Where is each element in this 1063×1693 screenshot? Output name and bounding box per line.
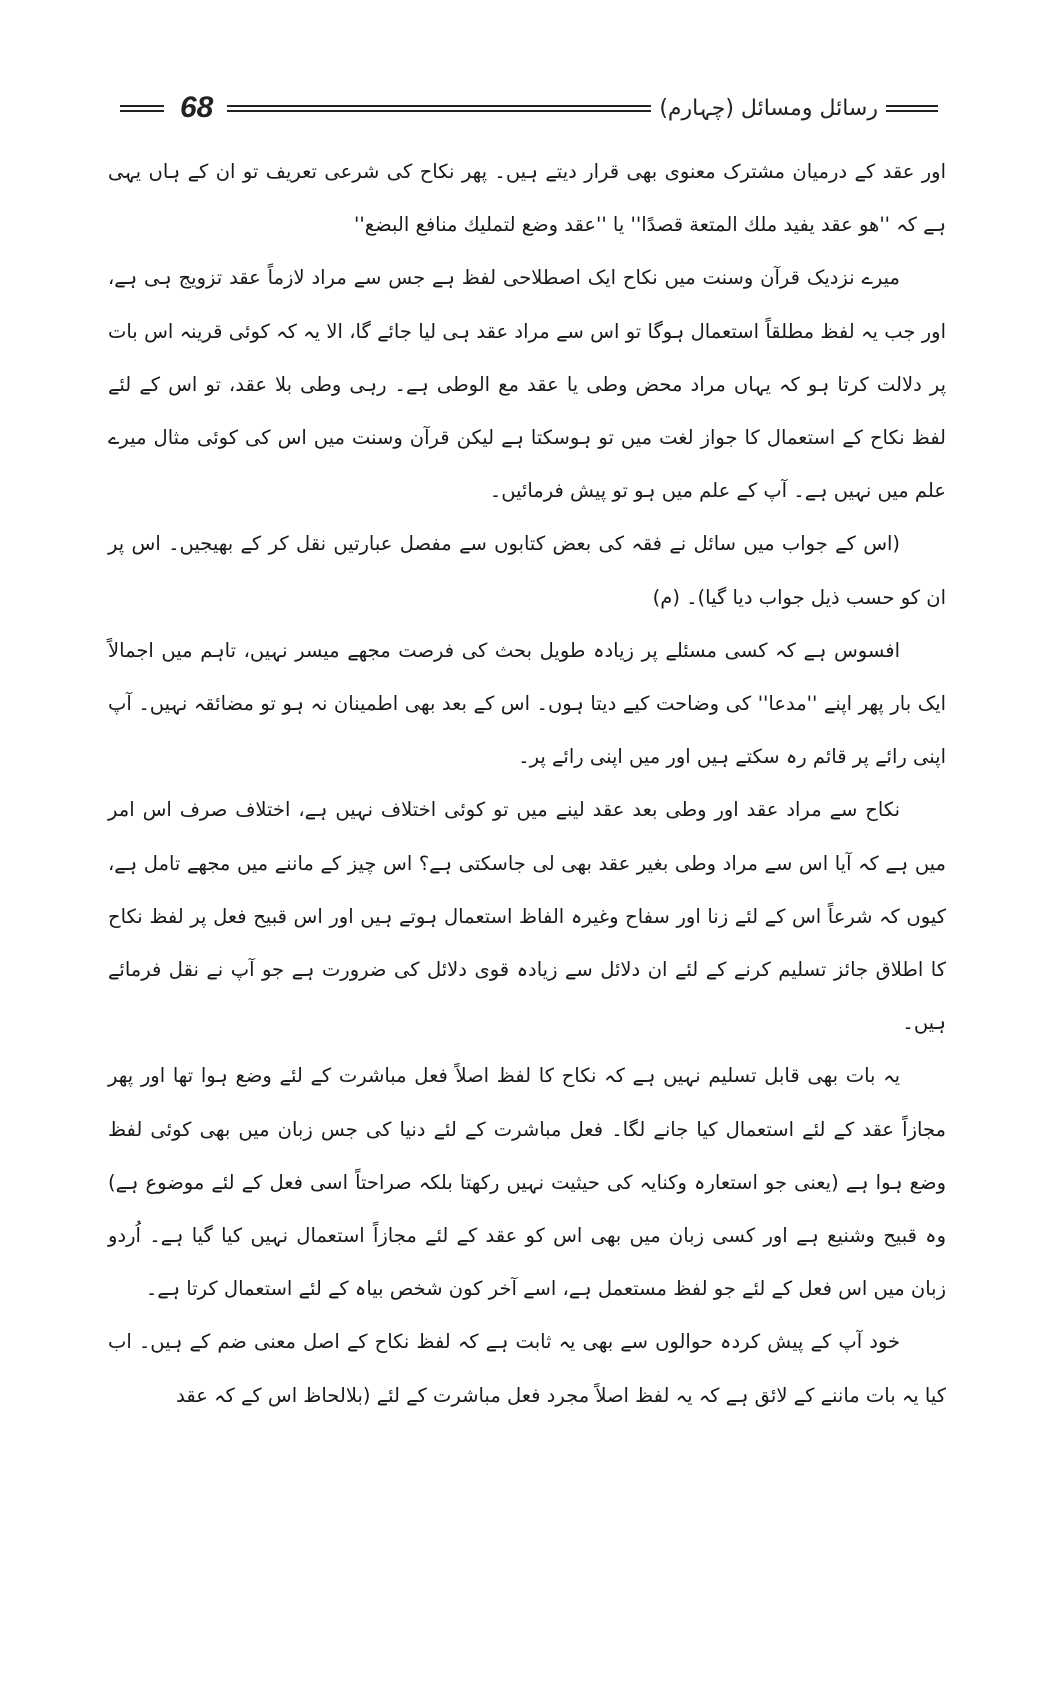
text-line: نے نقل فرمائے ہیں۔	[108, 958, 946, 1035]
text-line: نکاح سے مراد عقد اور وطی بعد عقد لینے میں تو کوئی اختلاف نہیں ہے، اختلاف صرف اس	[142, 798, 900, 822]
text-line: اپنی رائے پر قائم رہ سکتے ہیں اور میں اپنی رائے پر۔	[518, 745, 946, 769]
text-line: وہ قبیح وشنیع ہے اور کسی زبان میں بھی اس کو عقد کے لئے مجازاً استعمال نہیں کیا گیا ہے۔ اُردو زبان	[108, 1224, 946, 1301]
page-body	[108, 145, 946, 1422]
header-rule-left	[120, 105, 164, 112]
text-line: خود آپ کے پیش کردہ حوالوں سے بھی یہ ثابت ہے کہ لفظ نکاح کے اصل معنی ضم کے ہیں۔	[138, 1330, 901, 1354]
text-line: افسوس ہے کہ کسی مسئلے پر زیادہ طویل بحث کی فرصت مجھے میسر نہیں، تاہم میں اجمالاً ایک بار	[108, 638, 946, 716]
text-line: یہ بات بھی قابل تسلیم نہیں ہے کہ نکاح کا لفظ اصلاً فعل مباشرت کے لئے وضع ہوا تھا اور پھر	[108, 1064, 900, 1088]
text-line: (اس کے جواب میں سائل نے فقہ کی بعض کتابوں سے مفصل عبارتیں نقل کر کے بھیجیں۔	[168, 532, 901, 556]
text-line: وضع ہوا ہے (یعنی جو استعارہ وکنایہ کی حیثیت نہیں رکھتا بلکہ صراحتاً اسی فعل کے لئے موضوع ہے)	[108, 1170, 946, 1194]
header-rule-middle	[227, 105, 651, 112]
text-line: میرے نزدیک قرآن وسنت میں نکاح ایک اصطلاحی لفظ ہے جس سے مراد لازماً عقد تزویج	[178, 266, 901, 290]
text-line: امر میں ہے کہ آیا اس سے مراد وطی بغیر عقد بھی لی جاسکتی ہے؟ اس چیز کے ماننے میں مجھے تامل	[108, 798, 946, 875]
text-line: پھر اپنے ''مدعا'' کی وضاحت کیے دیتا ہوں۔ اس کے بعد بھی اطمینان نہ ہو تو مضائقہ نہیں۔ آپ	[108, 692, 884, 716]
book-title: رسائل ومسائل (چہارم)	[659, 95, 878, 121]
paragraph-7	[108, 1315, 946, 1421]
paragraph-4	[108, 624, 946, 784]
text-line: میں اس فعل کے لئے جو لفظ مستعمل ہے، اسے آخر کون شخص بیاہ کے لئے استعمال کرتا ہے۔	[145, 1277, 905, 1301]
text-line: مجازاً عقد کے لئے استعمال کیا جانے لگا۔ فعل مباشرت کے لئے دنیا کی جس زبان میں بھی کوئی لفظ	[108, 1117, 946, 1141]
text-line: نکاح کا اطلاق جائز تسلیم کرنے کے لئے ان دلائل سے زیادہ قوی دلائل کی ضرورت ہے جو آپ	[108, 904, 946, 982]
text-line: بات پر دلالت کرتا ہو کہ یہاں مراد محض وطی یا عقد مع الوطی ہے۔ رہی وطی بلا عقد، تو اس کے لئے	[108, 319, 946, 396]
paragraph-6	[108, 1049, 946, 1315]
paragraph-1	[108, 145, 946, 251]
page-header	[120, 88, 938, 128]
paragraph-2	[108, 251, 946, 517]
text-line: علم میں نہیں ہے۔ آپ کے علم میں ہو تو پیش فرمائیں۔	[489, 479, 946, 503]
paragraph-3	[108, 517, 946, 623]
text-line: ہے کہ ''هو عقد يفيد ملك المتعة قصدًا'' یا ''عقد وضع لتمليك منافع البضع''	[354, 213, 946, 237]
text-line: اب کیا یہ بات ماننے کے لائق ہے کہ یہ لفظ اصلاً مجرد فعل مباشرت کے لئے (بلالحاظ اس کے کہ عقد	[108, 1330, 946, 1407]
text-line: ہی ہے، اور جب یہ لفظ مطلقاً استعمال ہوگا تو اس سے مراد عقد ہی لیا جائے گا، الا یہ کہ کوئی قرینہ اس	[108, 266, 947, 343]
page-number: 68	[180, 91, 214, 124]
text-line: ہے، کیوں کہ شرعاً اس کے لئے زنا اور سفاح وغیرہ الفاظ استعمال ہوتے ہیں اور اس قبیح فعل پر لفظ	[108, 851, 946, 928]
text-line: اس پر ان کو حسب ذیل جواب دیا گیا)۔ (م)	[108, 532, 946, 609]
text-line: اور عقد کے درمیان مشترک معنوی بھی قرار دیتے ہیں۔ پھر نکاح کی شرعی تعریف تو ان کے ہاں یہی	[108, 160, 946, 183]
paragraph-5	[108, 783, 946, 1049]
text-line: لفظ نکاح کے استعمال کا جواز لغت میں تو ہوسکتا ہے لیکن قرآن وسنت میں اس کی کوئی مثال میرے	[108, 426, 946, 450]
header-rule-right	[886, 105, 938, 112]
